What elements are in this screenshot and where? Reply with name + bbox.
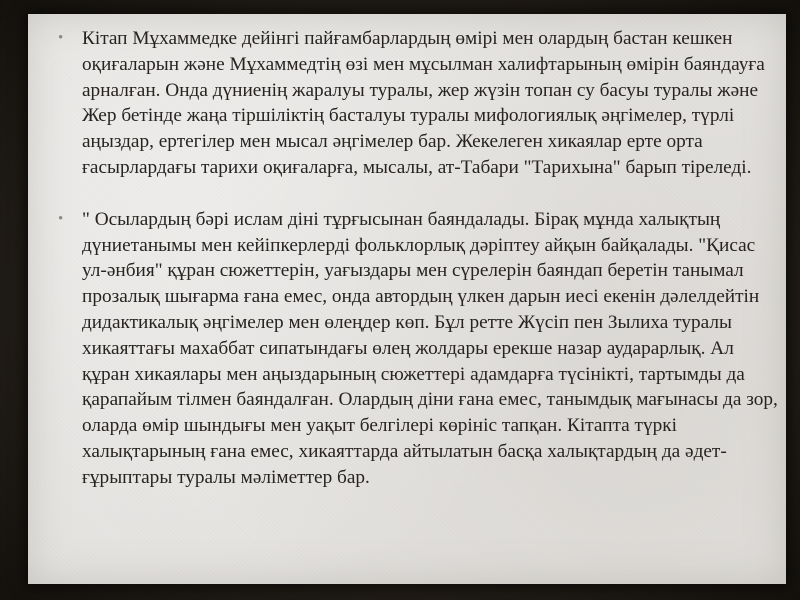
bullet-paragraph-2 xyxy=(52,207,780,491)
slide-panel xyxy=(28,14,786,584)
paragraph-text: Кітап Мұхаммедке дейінгі пайғамбарлардың өмірі мен олардың бастан кешкен оқиғаларын және Мұхаммедтің өзі мен мұсылман халифтарының өмірін баяндауға арналған. Онда дүниенің жаралуы туралы, жер жүзін топан су басуы туралы және Жер бетінде жаңа тіршіліктің басталуы туралы мифологиялық әңгімелер, түрлі аңыздар, ертегілер мен мысал әңгімелер бар. Жекелеген хикаялар ерте орта ғасырлардағы тарихи оқиғаларға, мысалы, ат-Табари "Тарихына" барып тіреледі. xyxy=(82,28,765,178)
bullet-icon: • xyxy=(58,30,64,46)
paragraph-text: " Осылардың бәрі ислам діні тұрғысынан баяндалады. Бірақ мұнда халықтың дүниетанымы мен кейіпкерлерді фольклорлық дәріптеу айқын байқалады. "Қисас ул-әнбия" құран сюжеттерін, уағыздары мен сүрелерін баяндап беретін танымал прозалық шығарма ғана емес, онда автордың үлкен дарын иесі екенін дәлелдейтін дидактикалық әңгімелер мен өлеңдер көп. Бұл ретте Жүсіп пен Зылиха туралы хикаяттағы махаббат сипатындағы өлең жолдары ерекше назар аударарлық. Ал құран хикаялары мен аңыздарының сюжеттері адамдарға түсінікті, тартымды да қарапайым тілмен баяндалған. Олардың діни ғана емес, танымдық мағынасы да зор, оларда өмір шындығы мен уақыт белгілері көрініс тапқан. Кітапта түркі халықтарының ғана емес, хикаяттарда айтылатын басқа халықтардың да әдет-ғұрыптары туралы мәліметтер бар. xyxy=(82,208,778,488)
bullet-icon: • xyxy=(58,210,64,227)
bullet-paragraph-1 xyxy=(52,26,780,181)
slide-content xyxy=(52,26,780,491)
